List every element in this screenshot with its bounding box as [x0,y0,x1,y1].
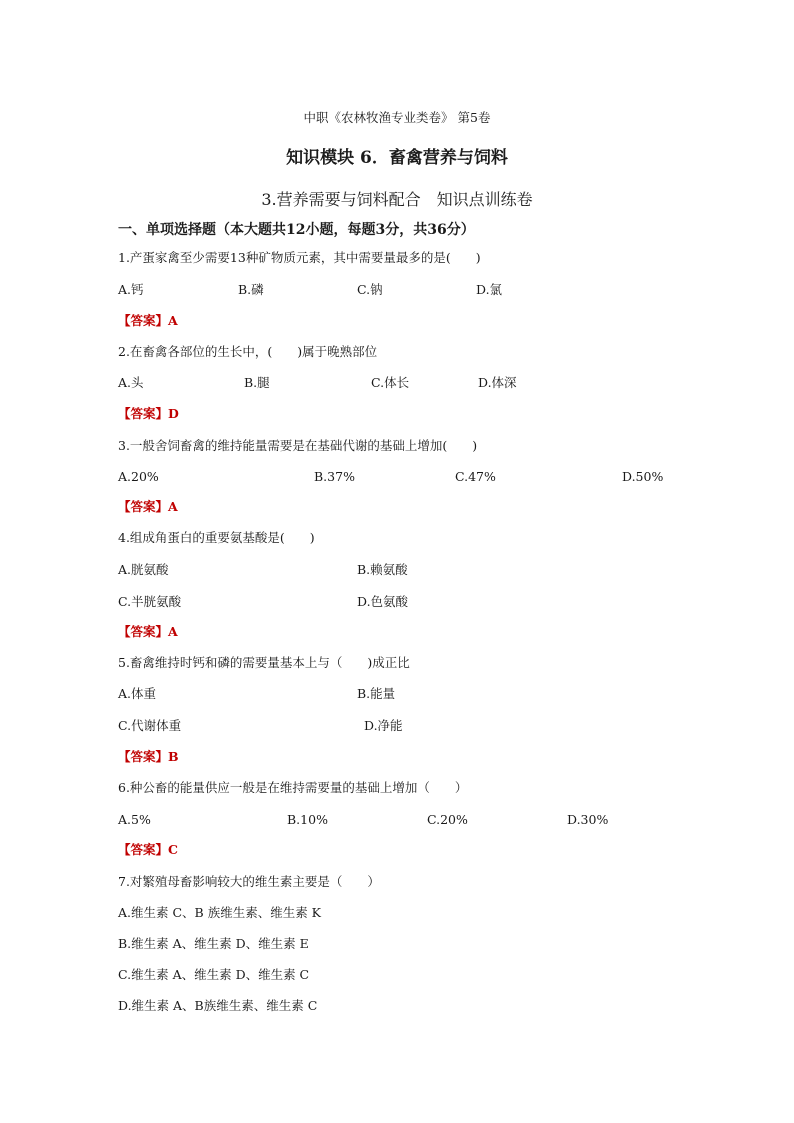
option-b: B.10% [287,812,328,827]
answer-label: 答案 [130,313,156,328]
option-c: C.47% [455,469,496,484]
option-d: D.净能 [364,718,403,733]
answer-line [118,749,179,765]
option-d: D.色氨酸 [357,594,409,609]
question-stem: 1.产蛋家禽至少需要13种矿物质元素，其中需要量最多的是( ) [118,250,481,265]
question-stem: 5.畜禽维持时钙和磷的需要量基本上与（ )成正比 [118,655,410,670]
answer-label: 答案 [130,624,156,639]
module-title: 知识模块 6．畜禽营养与饲料 [286,148,508,168]
answer-value: A [168,624,178,639]
option-b: B.腿 [244,375,270,390]
bracket-open: 【 [118,749,131,764]
option-a: A.体重 [118,686,157,701]
option-c: C.维生素 A、维生素 D、维生素 C [118,967,310,982]
question-stem: 7.对繁殖母畜影响较大的维生素主要是（ ） [118,874,380,889]
answer-line [118,624,178,640]
option-a: A.胱氨酸 [118,562,169,577]
option-b: B.赖氨酸 [357,562,408,577]
option-d: D.维生素 A、B族维生素、维生素 C [118,998,318,1013]
answer-label: 答案 [130,749,156,764]
option-c: C.体长 [371,375,410,390]
answer-label: 答案 [130,406,156,421]
option-c: C.代谢体重 [118,718,182,733]
answer-line [118,406,179,422]
question-stem: 2.在畜禽各部位的生长中，( )属于晚熟部位 [118,344,378,359]
option-d: D.30% [567,812,609,827]
option-a: A.维生素 C、B 族维生素、维生素 K [118,905,322,920]
bracket-close: 】 [155,406,169,421]
option-b: B.37% [314,469,355,484]
answer-label: 答案 [130,842,156,857]
answer-value: A [168,499,178,514]
option-c: C.钠 [357,282,383,297]
answer-value: A [168,313,178,328]
bracket-close: 】 [155,624,169,639]
answer-value: C [168,842,178,857]
option-b: B.维生素 A、维生素 D、维生素 E [118,936,309,951]
bracket-close: 】 [155,313,169,328]
option-a: A.20% [118,469,159,484]
bracket-open: 【 [118,499,131,514]
answer-value: D [168,406,179,421]
option-d: D.体深 [478,375,517,390]
answer-line [118,499,178,515]
option-b: B.能量 [357,686,396,701]
option-d: D.氯 [476,282,503,297]
answer-line [118,313,178,329]
bracket-open: 【 [118,842,131,857]
option-c: C.半胱氨酸 [118,594,182,609]
knowledge-point-title: 3.营养需要与饲料配合 知识点训练卷 [261,190,533,209]
bracket-close: 】 [155,749,169,764]
bracket-open: 【 [118,624,131,639]
option-c: C.20% [427,812,468,827]
section-title: 一、单项选择题（本大题共12小题，每题3分，共36分） [118,222,475,238]
question-stem: 6.种公畜的能量供应一般是在维持需要量的基础上增加（ ） [118,780,468,795]
option-d: D.50% [622,469,664,484]
bracket-close: 】 [155,842,169,857]
question-stem: 3.一般舍饲畜禽的维持能量需要是在基础代谢的基础上增加( ) [118,438,478,453]
bracket-close: 】 [155,499,169,514]
answer-label: 答案 [130,499,156,514]
bracket-open: 【 [118,313,131,328]
question-stem: 4.组成角蛋白的重要氨基酸是( ) [118,530,315,545]
answer-line [118,842,178,858]
answer-value: B [168,749,179,764]
exam-subtitle: 中职《农林牧渔专业类卷》 第5卷 [303,110,491,125]
option-b: B.磷 [238,282,264,297]
bracket-open: 【 [118,406,131,421]
option-a: A.头 [118,375,144,390]
option-a: A.5% [118,812,151,827]
option-a: A.钙 [118,282,144,297]
